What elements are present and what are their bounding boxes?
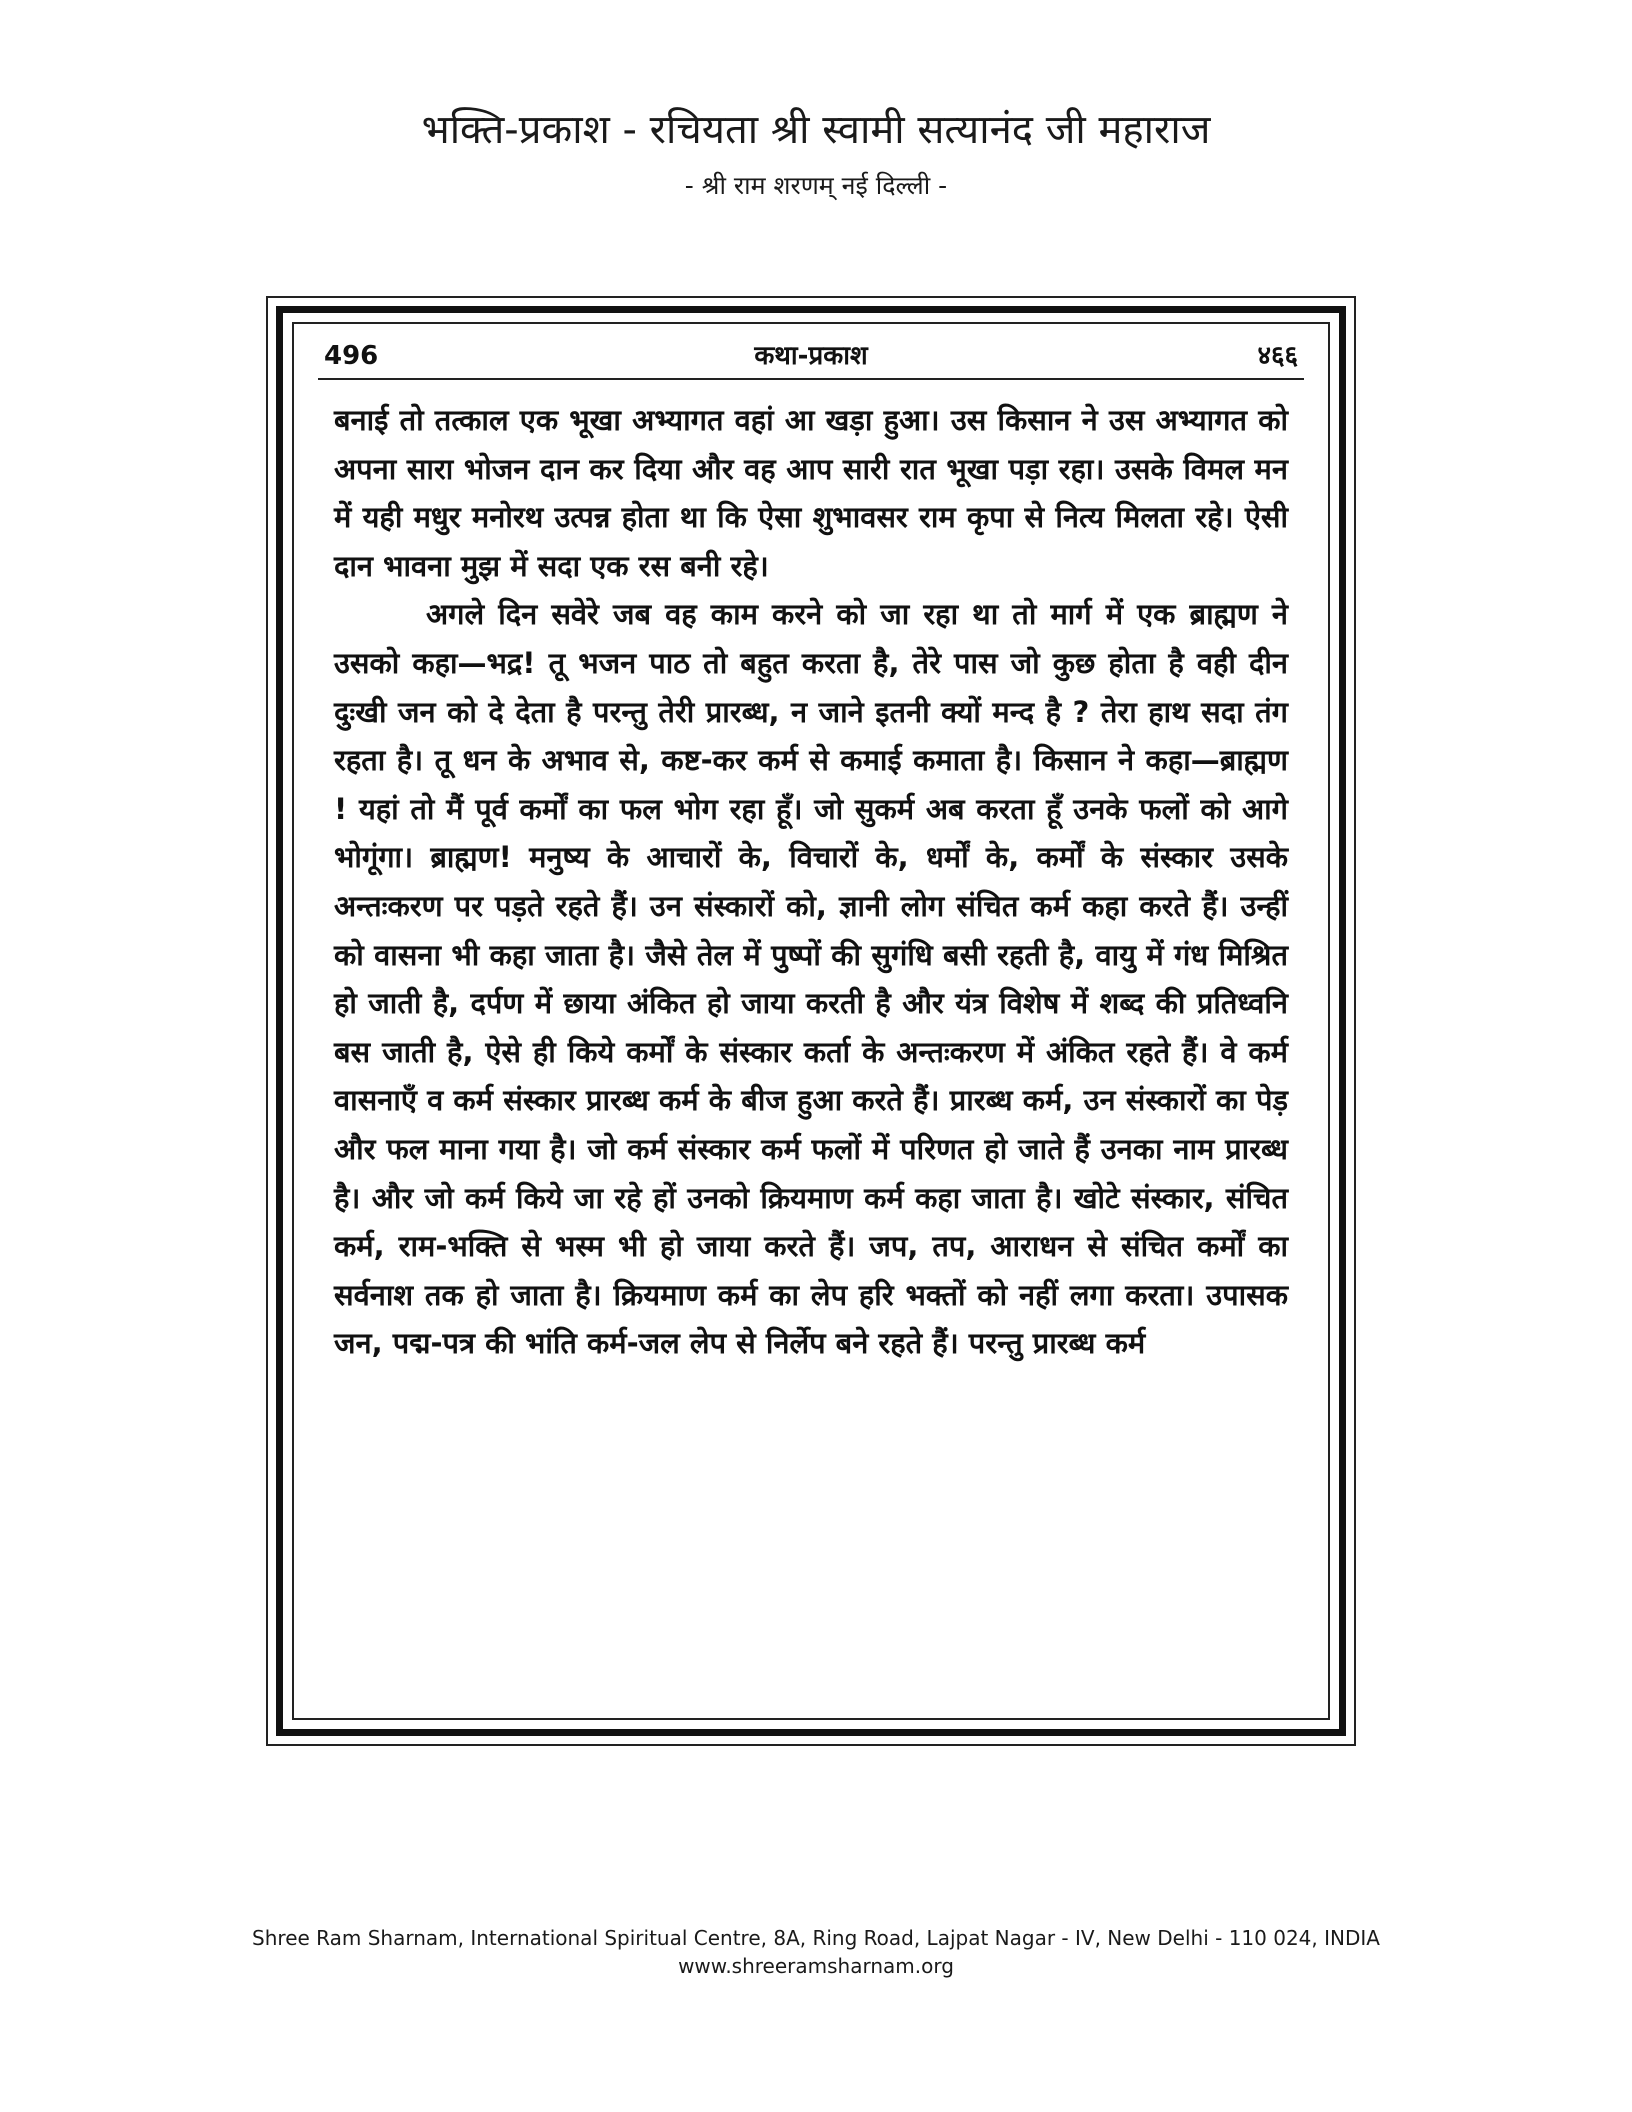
footer-address: Shree Ram Sharnam, International Spiritual Centre, 8A, Ring Road, Lajpat Nagar - IV, New Delhi - 110 024, INDIA: [252, 1926, 1380, 1950]
document-title: भक्ति-प्रकाश - रचियता श्री स्वामी सत्यानंद जी महाराज: [421, 107, 1211, 153]
page-frame-thick-border: [276, 306, 1346, 1736]
paragraph: अगले दिन सवेरे जब वह काम करने को जा रहा था तो मार्ग में एक ब्राह्मण ने उसको कहा—भद्र! तू भजन पाठ तो बहुत करता है, तेरे पास जो कुछ होता है वही दीन दुःखी जन को दे देता है परन्तु तेरी प्रारब्ध, न जाने इतनी क्यों मन्द है ? तेरा हाथ सदा तंग रहता है। तू धन के अभाव से, कष्ट-कर कर्म से कमाई कमाता है। किसान ने कहा—ब्राह्मण ! यहां तो मैं पूर्व कर्मों का फल भोग रहा हूँ। जो सुकर्म अब करता हूँ उनके फलों को आगे भोगूंगा। ब्राह्मण! मनुष्य के आचारों के, विचारों के, धर्मों के, कर्मों के संस्कार उसके अन्तःकरण पर पड़ते रहते हैं। उन संस्कारों को, ज्ञानी लोग संचित कर्म कहा करते हैं। उन्हीं को वासना भी कहा जाता है। जैसे तेल में पुष्पों की सुगंधि बसी रहती है, वायु में गंध मिश्रित हो जाती है, दर्पण में छाया अंकित हो जाया करती है और यंत्र विशेष में शब्द की प्रतिध्वनि बस जाती है, ऐसे ही किये कर्मों के संस्कार कर्ता के अन्तःकरण में अंकित रहते हैं। वे कर्म वासनाएँ व कर्म संस्कार प्रारब्ध कर्म के बीज हुआ करते हैं। प्रारब्ध कर्म, उन संस्कारों का पेड़ और फल माना गया है। जो कर्म संस्कार कर्म फलों में परिणत हो जाते हैं उनका नाम प्रारब्ध है। और जो कर्म किये जा रहे हों उनको क्रियमाण कर्म कहा जाता है। खोटे संस्कार, संचित कर्म, राम-भक्ति से भस्म भी हो जाया करते हैं। जप, तप, आराधन से संचित कर्मों का सर्वनाश तक हो जाता है। क्रियमाण कर्म का लेप हरि भक्तों को नहीं लगा करता। उपासक जन, पद्म-पत्र की भांति कर्म-जल लेप से निर्लेप बने रहते हैं। परन्तु प्रारब्ध कर्म: [334, 597, 1288, 1361]
page-frame-inner-border: [292, 322, 1330, 1720]
document-subtitle: - श्री राम शरणम् नई दिल्ली -: [684, 171, 948, 200]
page-frame: [266, 296, 1356, 1746]
body-text: [334, 396, 1288, 1368]
section-title: कथा-प्रकाश: [754, 341, 868, 371]
page-number-devanagari: ४६६: [1257, 341, 1298, 371]
footer-url[interactable]: www.shreeramsharnam.org: [678, 1954, 954, 1978]
running-head: [318, 336, 1304, 380]
page-number-arabic: 496: [324, 341, 379, 371]
paragraph: बनाई तो तत्काल एक भूखा अभ्यागत वहां आ खड़ा हुआ। उस किसान ने उस अभ्यागत को अपना सारा भोजन दान कर दिया और वह आप सारी रात भूखा पड़ा रहा। उसके विमल मन में यही मधुर मनोरथ उत्पन्न होता था कि ऐसा शुभावसर राम कृपा से नित्य मिलता रहे। ऐसी दान भावना मुझ में सदा एक रस बनी रहे।: [334, 403, 1288, 583]
